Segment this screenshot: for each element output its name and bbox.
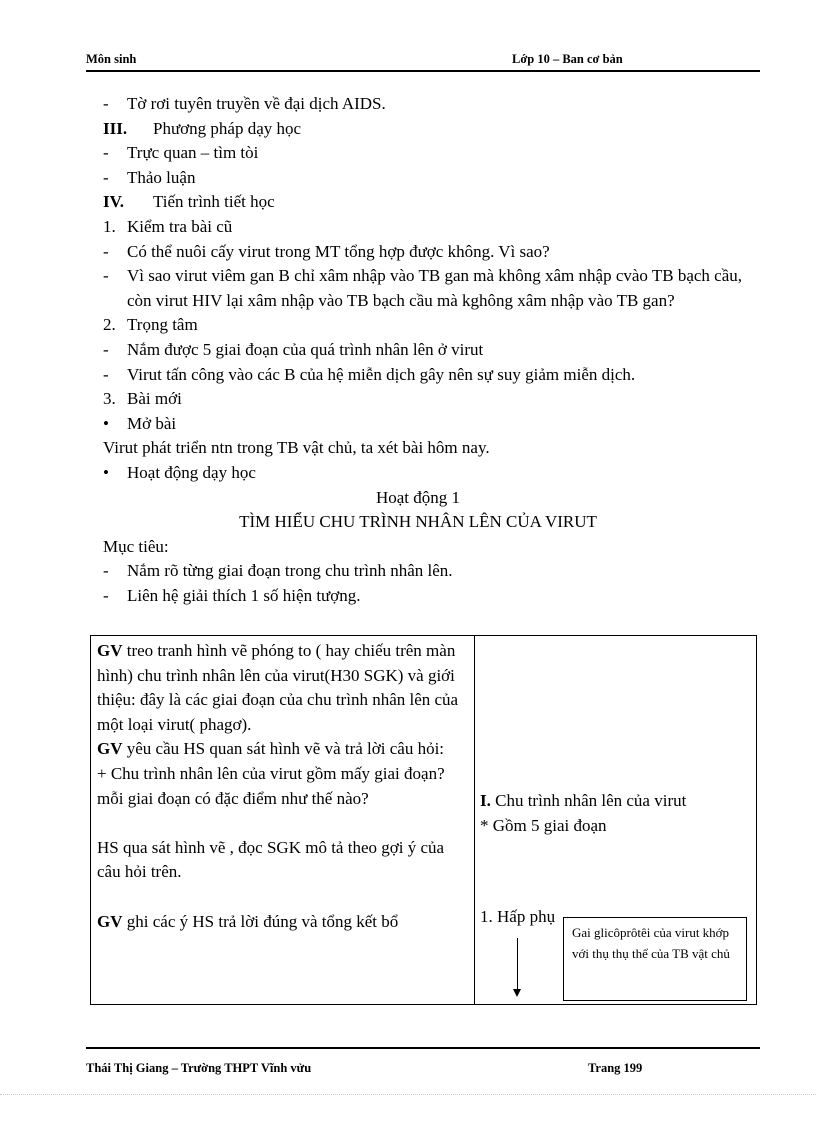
bullet-mo-bai: • Mở bài — [103, 413, 177, 433]
page-number: Trang 199 — [588, 1061, 643, 1075]
paragraph: GV treo tranh hình vẽ phóng to ( hay chiếu trên màn hình) chu trình nhân lên của virut(H30 SGK) và giới thiệu: đây là các giai đoạn của chu trình nhân lên của một loại virut( phagơ). — [97, 641, 459, 734]
heading-bai-moi: 3. Bài mới — [103, 389, 182, 409]
paragraph: GV ghi các ý HS trả lời đúng và tổng kết bổ — [97, 911, 399, 931]
objective-label: Mục tiêu: — [103, 536, 169, 556]
down-arrow-icon — [517, 938, 518, 993]
note-box: Gai glicôprôtêi của virut khớp với thụ thụ thể của TB vật chủ — [563, 917, 747, 1001]
list-item: - Thảo luận — [103, 167, 196, 187]
document-body — [103, 92, 763, 608]
page-footer — [86, 1047, 760, 1076]
step-hap-phu: 1. Hấp phụ — [480, 907, 556, 926]
list-item: - Trực quan – tìm tòi — [103, 143, 259, 163]
paragraph: HS qua sát hình vẽ , đọc SGK mô tả theo gợi ý của câu hỏi trên. — [97, 837, 445, 882]
arrow-head-icon — [513, 989, 521, 997]
header-subject: Môn sinh — [86, 52, 137, 66]
header-class: Lớp 10 – Ban cơ bản — [512, 52, 623, 66]
page-header — [86, 52, 760, 72]
bullet-hoat-dong: • Hoạt động dạy học — [103, 462, 256, 482]
content-heading: I. Chu trình nhân lên của virut * Gồm 5 giai đoạn — [480, 791, 687, 835]
list-item: - Virut tấn công vào các B của hệ miễn dịch gây nên sự suy giảm miễn dịch. — [103, 364, 636, 384]
section-heading-3: III. Phương pháp dạy học — [103, 118, 302, 138]
activity-number: Hoạt động 1 — [375, 487, 461, 507]
content-cell — [475, 636, 757, 1005]
heading-trong-tam: 2. Trọng tâm — [103, 315, 198, 335]
paragraph: + Chu trình nhân lên của virut gồm mấy giai đoạn? mỗi giai đoạn có đặc điểm như thế nào? — [97, 763, 445, 808]
list-item: - Vì sao virut viêm gan B chỉ xâm nhập vào TB gan mà không xâm nhập cvào TB bạch cầu, còn virut HIV lại xâm nhập vào TB bạch cầu mà kghông xâm nhập vào TB gan? — [103, 266, 743, 310]
teacher-activity-cell — [91, 636, 475, 1005]
footer-author: Thái Thị Giang – Trường THPT Vĩnh vửu — [86, 1061, 312, 1075]
paragraph: GV yêu cầu HS quan sát hình vẽ và trả lời câu hỏi: — [97, 739, 445, 759]
intro-text: Virut phát triển ntn trong TB vật chủ, ta xét bài hôm nay. — [103, 438, 490, 458]
section-heading-4: IV. Tiến trình tiết học — [103, 192, 275, 212]
activity-title: TÌM HIỂU CHU TRÌNH NHÂN LÊN CỦA VIRUT — [239, 512, 597, 532]
list-item: - Liên hệ giải thích 1 số hiện tượng. — [103, 585, 361, 605]
list-item: - Nắm được 5 giai đoạn của quá trình nhân lên ở virut — [103, 339, 484, 359]
list-item: - Nắm rõ từng giai đoạn trong chu trình nhân lên. — [103, 561, 453, 581]
activity-table — [90, 635, 757, 1005]
page-edge — [0, 1094, 816, 1095]
list-item: - Có thể nuôi cấy virut trong MT tổng hợp được không. Vì sao? — [103, 241, 550, 261]
list-item: - Tờ rơi tuyên truyền về đại dịch AIDS. — [103, 94, 386, 113]
heading-kiem-tra: 1. Kiểm tra bài cũ — [103, 216, 233, 236]
